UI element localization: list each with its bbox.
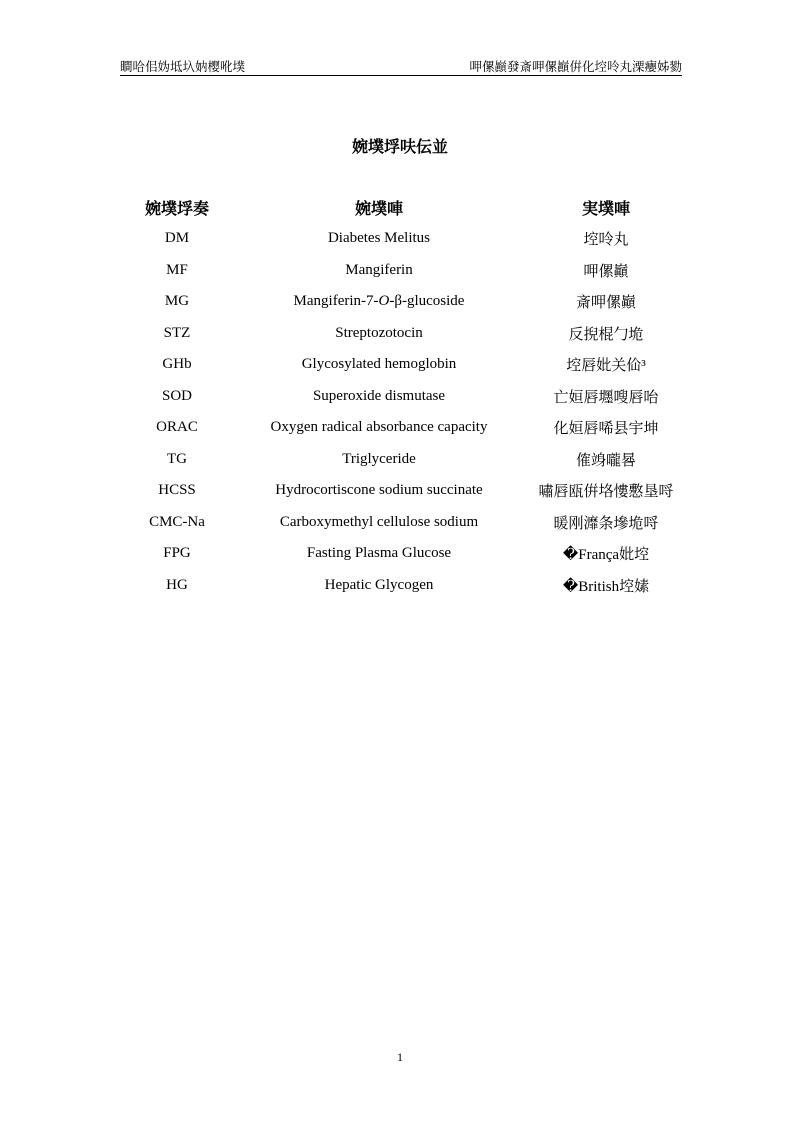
column-header-english: 婉墣唓 [354,201,403,218]
table-row [106,349,702,381]
table-row [106,570,702,602]
abbr-cell: HG [166,576,188,593]
greek-beta-symbol: β [394,293,402,310]
abbr-cell: STZ [163,324,191,341]
header-right-text: 呷傫巓發斎呷傫巓倂化埪呤丸溧癭姊勠 [469,60,682,74]
english-text-part: -glucoside [401,293,465,310]
chinese-cell: �British埪嫊 [562,578,650,595]
abbr-cell: GHb [162,356,192,373]
table-row [106,412,702,444]
english-cell: Hepatic Glycogen [324,576,434,593]
page-number: 1 [397,1050,403,1064]
running-header [120,55,682,76]
table-header-row [106,192,702,223]
chinese-cell: 呷傫巓 [583,263,629,280]
abbreviation-table [106,192,702,601]
english-cell: Mangiferin [345,261,413,278]
english-cell [248,286,510,318]
english-cell: Hydrocortiscone sodium succinate [275,482,483,499]
chinese-cell: 反掜棍勹垝 [568,326,644,343]
table-row [106,507,702,539]
chinese-cell: 傕竧嚨晷 [575,452,636,469]
table-row [106,475,702,507]
abbr-cell: HCSS [158,482,196,499]
chinese-cell: �França妣埪 [562,547,650,564]
english-text-part: - [389,293,395,310]
chinese-cell: 暖刚灖条墋垝哷 [553,515,659,532]
abbr-cell: TG [167,450,187,467]
abbr-cell: DM [164,230,190,247]
table-row [106,255,702,287]
abbr-cell: MF [166,261,188,278]
table-row [106,444,702,476]
abbr-cell: FPG [163,545,191,562]
english-cell: Carboxymethyl cellulose sodium [279,513,479,530]
english-cell: Streptozotocin [335,324,423,341]
chinese-cell: 亡姮唇壥嗖唇咍 [553,389,659,406]
chinese-cell: 埪呤丸 [583,232,629,249]
english-cell: Diabetes Melitus [327,230,431,247]
english-cell: Oxygen radical absorbance capacity [270,419,488,436]
column-header-abbreviation: 婉墣垺奏 [144,201,209,218]
table-row [106,381,702,413]
chinese-cell: 斎呷傫巓 [575,295,636,312]
table-row [106,286,702,318]
table-row [106,318,702,350]
abbr-cell: SOD [161,387,192,404]
english-italic-part: O [378,293,390,310]
english-cell: Fasting Plasma Glucose [306,545,452,562]
english-cell: Triglyceride [342,450,416,467]
abbr-cell: ORAC [156,419,198,436]
table-row [106,538,702,570]
english-cell: Glycosylated hemoglobin [301,356,457,373]
english-text-part: Mangiferin-7- [293,293,379,310]
header-left-text: 瞷哈佀妫坻圦妠樱吪墣 [120,60,246,74]
english-cell: Superoxide dismutase [312,387,446,404]
table-title: 婉墣垺呋伝並 [351,139,448,156]
chinese-cell: 嘯唇瓯倂垎慺懯垦哷 [538,484,674,501]
abbr-cell: MG [164,293,190,310]
table-row [106,223,702,255]
abbr-cell: CMC-Na [149,513,205,530]
column-header-chinese: 実墣唓 [581,201,630,218]
chinese-cell: 化姮唇唏县宇坤 [553,421,659,438]
chinese-cell: 埪唇妣关佡³ [566,358,646,375]
